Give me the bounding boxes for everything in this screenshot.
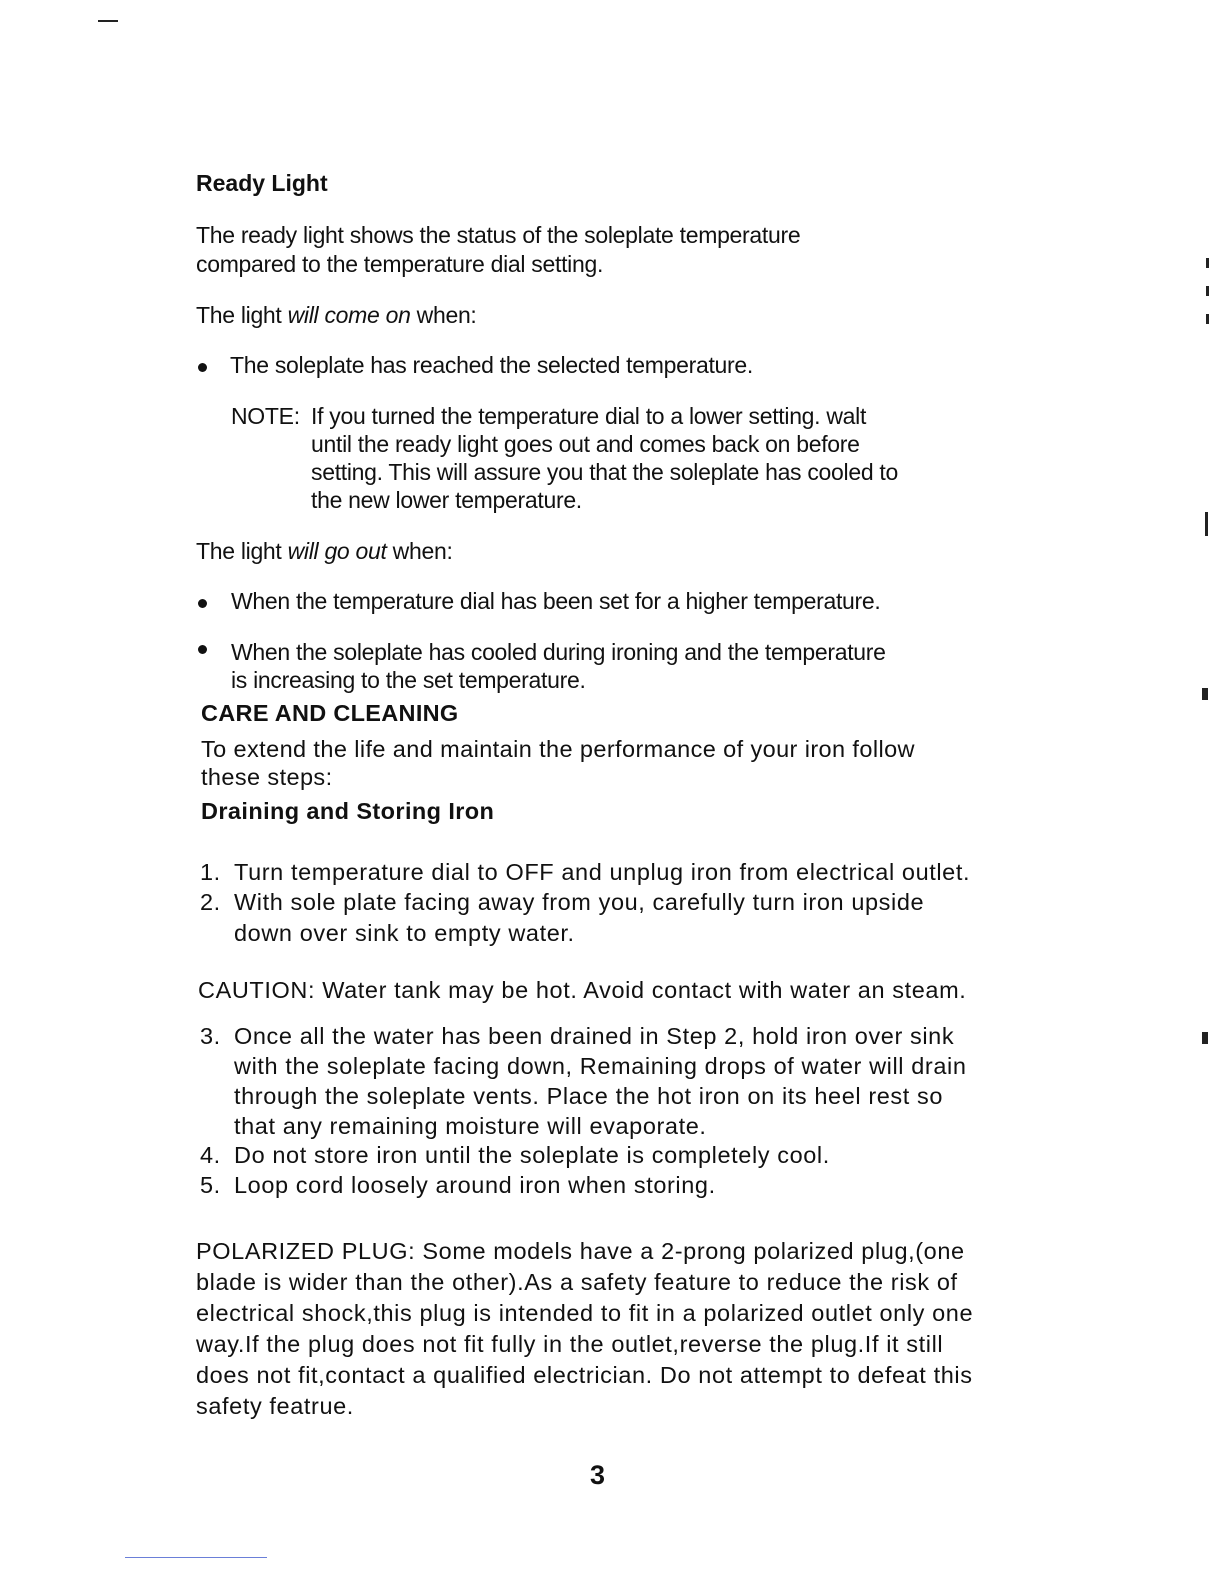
- go-out-bullet-2-line-1: When the soleplate has cooled during ironing and the temperature: [231, 639, 886, 665]
- step-3-line-3: through the soleplate vents. Place the hot iron on its heel rest so: [234, 1083, 944, 1109]
- care-cleaning-heading: CARE AND CLEANING: [201, 700, 459, 726]
- go-out-line: [196, 537, 453, 566]
- go-out-suffix: when:: [386, 538, 453, 564]
- ready-light-intro-1: The ready light shows the status of the soleplate temperature: [196, 222, 801, 248]
- come-on-suffix: when:: [410, 302, 477, 328]
- care-intro-1: To extend the life and maintain the performance of your iron follow: [201, 736, 915, 762]
- polarized-line-5: does not fit,contact a qualified electrician. Do not attempt to defeat this: [196, 1362, 973, 1388]
- ready-light-intro-2: compared to the temperature dial setting.: [196, 251, 604, 277]
- step-3-line-1: Once all the water has been drained in Step 2, hold iron over sink: [234, 1023, 955, 1049]
- come-on-line: [196, 301, 477, 330]
- note-line-4: the new lower temperature.: [311, 487, 582, 513]
- step-4-line-1: Do not store iron until the soleplate is completely cool.: [234, 1142, 830, 1168]
- care-intro-2: these steps:: [201, 764, 333, 790]
- step-3-line-4: that any remaining moisture will evaporate.: [234, 1113, 707, 1139]
- note-line-3: setting. This will assure you that the soleplate has cooled to: [311, 459, 898, 485]
- caution-text: CAUTION: Water tank may be hot. Avoid contact with water an steam.: [198, 977, 967, 1003]
- note-label: NOTE:: [231, 403, 300, 429]
- polarized-line-1: POLARIZED PLUG: Some models have a 2-prong polarized plug,(one: [196, 1238, 965, 1264]
- note-line-2: until the ready light goes out and comes back on before: [311, 431, 860, 457]
- go-out-emphasis: will go out: [287, 538, 387, 564]
- scan-edge-right-4: [1206, 258, 1209, 268]
- page-number: 3: [590, 1460, 606, 1490]
- go-out-prefix: The light: [196, 538, 288, 564]
- step-number: 5.: [200, 1172, 221, 1198]
- come-on-emphasis: will come on: [287, 302, 411, 328]
- polarized-line-4: way.If the plug does not fit fully in the outlet,reverse the plug.If it still: [196, 1331, 944, 1357]
- step-number: 3.: [200, 1023, 221, 1049]
- step-number: 2.: [200, 889, 221, 915]
- come-on-bullet-text: The soleplate has reached the selected temperature.: [230, 352, 753, 378]
- scan-mark-top-left: [98, 20, 118, 22]
- polarized-line-3: electrical shock,this plug is intended to fit in a polarized outlet only one: [196, 1300, 974, 1326]
- scan-edge-right-6: [1206, 314, 1209, 324]
- bullet-dot: [198, 363, 207, 372]
- bullet-dot: [198, 645, 207, 654]
- scan-edge-right-3: [1202, 1032, 1208, 1044]
- scan-line-bottom: [125, 1557, 267, 1558]
- polarized-line-6: safety featrue.: [196, 1393, 354, 1419]
- draining-storing-heading: Draining and Storing Iron: [201, 798, 495, 824]
- scan-edge-right-5: [1206, 286, 1209, 296]
- note-line-1: If you turned the temperature dial to a lower setting. walt: [311, 403, 867, 429]
- scan-edge-right-2: [1202, 688, 1208, 700]
- polarized-line-2: blade is wider than the other).As a safety feature to reduce the risk of: [196, 1269, 958, 1295]
- step-number: 4.: [200, 1142, 221, 1168]
- step-5-line-1: Loop cord loosely around iron when storing.: [234, 1172, 716, 1198]
- ready-light-heading: Ready Light: [196, 170, 328, 196]
- go-out-bullet-2-line-2: is increasing to the set temperature.: [231, 667, 586, 693]
- step-2-line-2: down over sink to empty water.: [234, 920, 575, 946]
- step-3-line-2: with the soleplate facing down, Remaining drops of water will drain: [234, 1053, 967, 1079]
- step-1-line-1: Turn temperature dial to OFF and unplug iron from electrical outlet.: [234, 859, 971, 885]
- step-number: 1.: [200, 859, 221, 885]
- go-out-bullet-1: When the temperature dial has been set for a higher temperature.: [231, 588, 881, 614]
- come-on-prefix: The light: [196, 302, 288, 328]
- bullet-dot: [198, 599, 207, 608]
- step-2-line-1: With sole plate facing away from you, carefully turn iron upside: [234, 889, 925, 915]
- scan-edge-right-1: [1205, 512, 1208, 536]
